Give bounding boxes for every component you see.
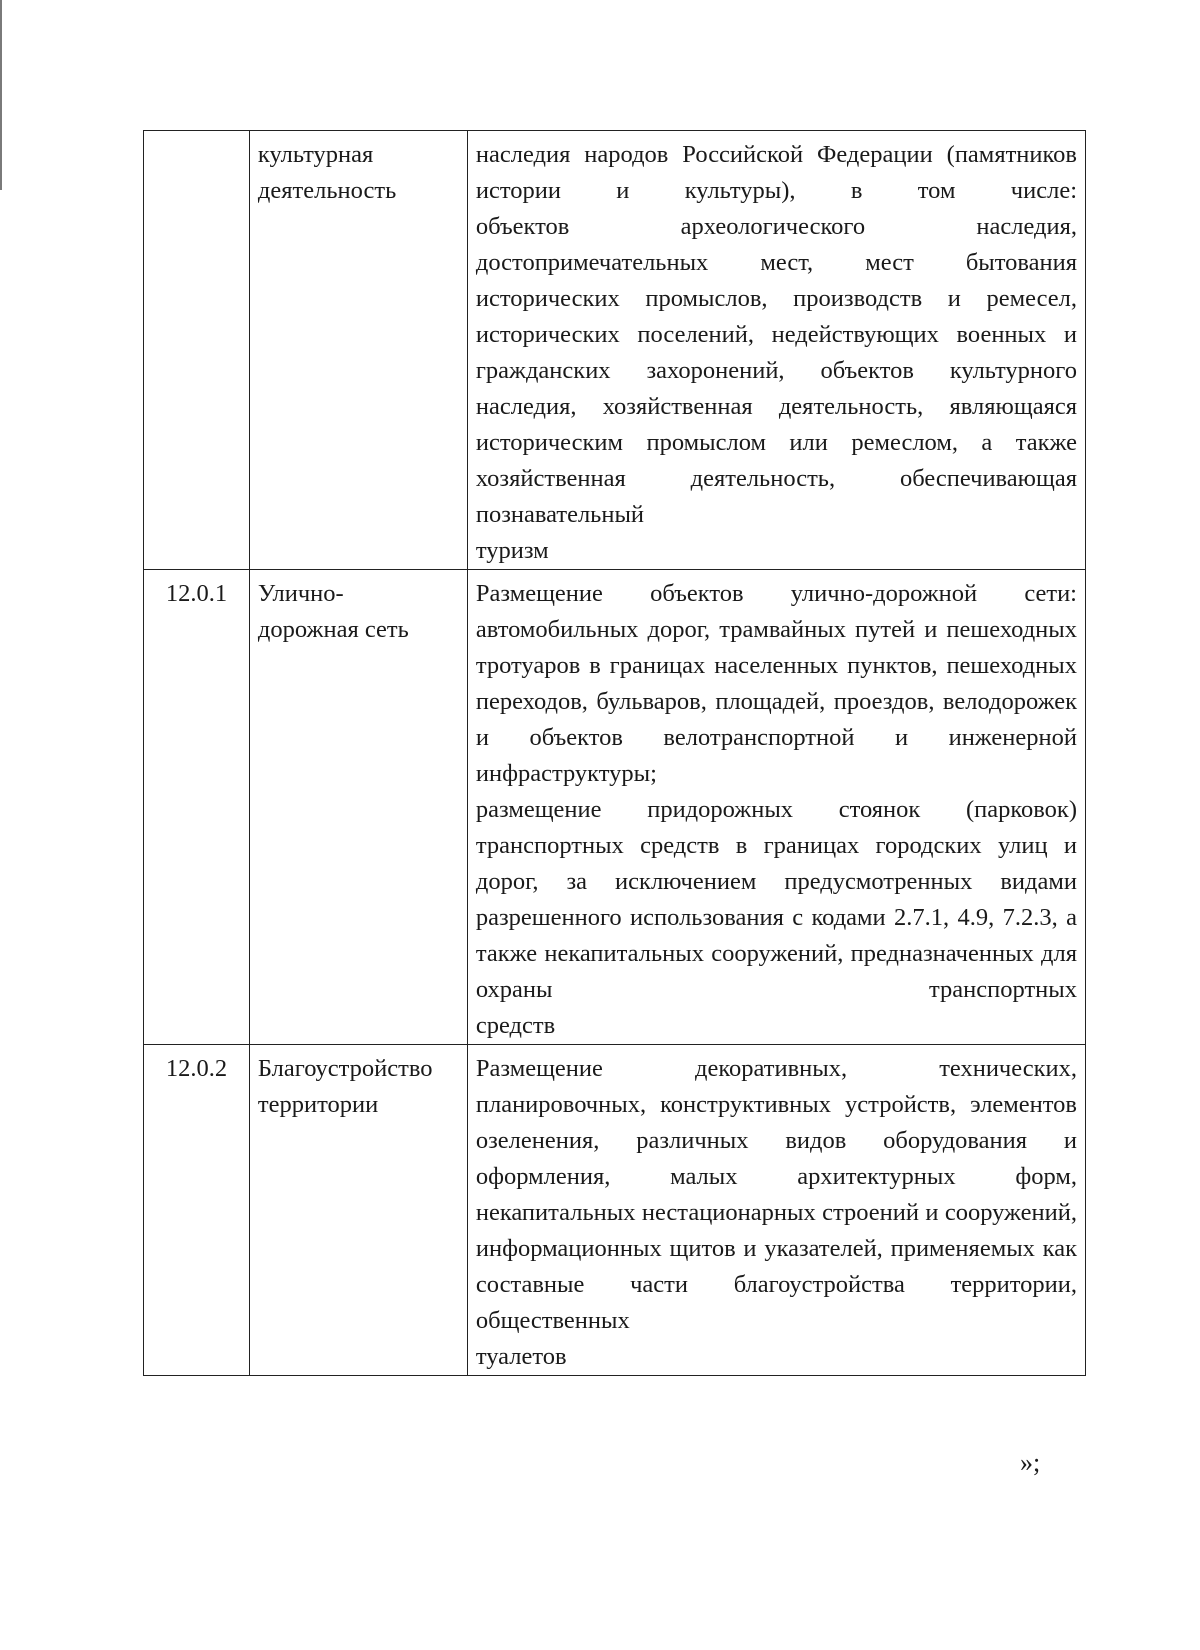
row-name-line: дорожная сеть xyxy=(257,616,409,643)
table-row xyxy=(144,1045,1086,1376)
description-paragraph: объектов археологического наследия, достопримечательных мест, мест бытования исторических промыслов, производств и ремесел, исторических поселений, недействующих военных и гражданских захоронений, объектов культурного наследия, хозяйственная деятельность, являющаяся историческим промыслом или ремеслом, а также хозяйственная деятельность, обеспечивающая познавательный xyxy=(475,213,1077,528)
closing-quote: »; xyxy=(1020,1448,1041,1477)
description-paragraph: Размещение декоративных, технических, планировочных, конструктивных устройств, элементов озеленения, различных видов оборудования и оформления, малых архитектурных форм, некапитальных нестационарных строений и сооружений, информационных щитов и указателей, применяемых как составные части благоустройства территории, общественных xyxy=(475,1055,1077,1334)
description-last-line: туризм xyxy=(475,537,549,564)
row-name xyxy=(249,131,467,570)
row-name xyxy=(249,570,467,1045)
table-row xyxy=(144,570,1086,1045)
row-description xyxy=(467,1045,1085,1376)
description-paragraph: Размещение объектов улично-дорожной сети: автомобильных дорог, трамвайных путей и пешеходных тротуаров в границах населенных пунктов, пешеходных переходов, бульваров, площадей, проездов, велодорожек и объектов велотранспортной и инженерной инфраструктуры; xyxy=(475,580,1077,787)
table-row xyxy=(144,131,1086,570)
row-description xyxy=(467,131,1085,570)
row-code: 12.0.2 xyxy=(144,1045,250,1376)
row-name-line: культурная xyxy=(257,141,374,168)
row-code xyxy=(144,131,250,570)
row-name-line: Улично- xyxy=(257,580,344,607)
land-use-table xyxy=(143,130,1086,1376)
row-name-line: Благоустройство xyxy=(257,1055,433,1082)
row-name-line: деятельность xyxy=(257,177,397,204)
row-name xyxy=(249,1045,467,1376)
row-name-line: территории xyxy=(257,1091,379,1118)
row-code: 12.0.1 xyxy=(144,570,250,1045)
description-paragraph: наследия народов Российской Федерации (памятников истории и культуры), в том числе: xyxy=(475,141,1077,204)
row-description xyxy=(467,570,1085,1045)
description-last-line: средств xyxy=(475,1012,556,1039)
description-last-line: туалетов xyxy=(475,1343,567,1370)
scan-edge-mark xyxy=(0,0,2,190)
description-paragraph: размещение придорожных стоянок (парковок) транспортных средств в границах городских улиц и дорог, за исключением предусмотренных видами разрешенного использования с кодами 2.7.1, 4.9, 7.2.3, а также некапитальных сооружений, предназначенных для охраны транспортных xyxy=(475,796,1077,1003)
